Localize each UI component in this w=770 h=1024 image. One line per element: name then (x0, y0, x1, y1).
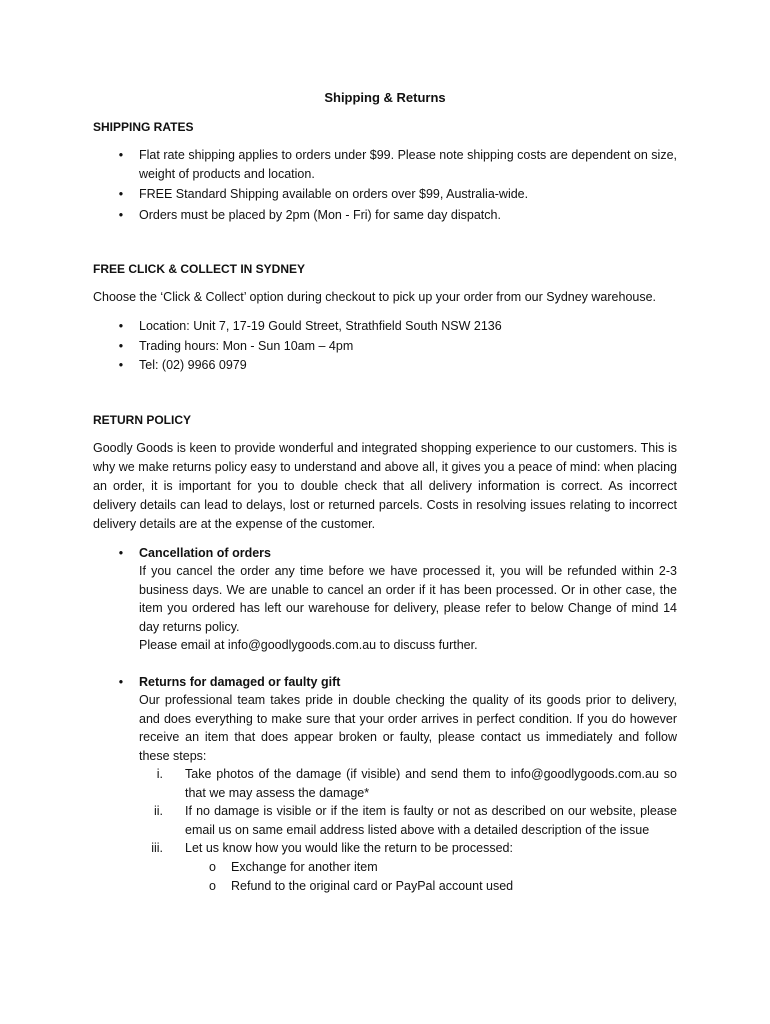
list-item (93, 356, 677, 375)
option-text: Refund to the original card or PayPal account used (231, 878, 514, 893)
step-text: Let us know how you would like the return to be processed: (185, 841, 513, 855)
step-number: i. (156, 767, 163, 781)
step-number: ii. (153, 804, 163, 818)
list-item-damaged (93, 673, 677, 896)
circle-bullet-icon: o (209, 859, 216, 874)
list-item-text: Tel: (02) 9966 0979 (139, 358, 247, 372)
bullet-icon: • (118, 187, 124, 201)
list-item-text: Flat rate shipping applies to orders under $99. Please note shipping costs are dependent on size, weight of products and location. (139, 148, 677, 181)
list-item-text: Orders must be placed by 2pm (Mon - Fri) for same day dispatch. (139, 207, 501, 222)
cancellation-title: Cancellation of orders (139, 545, 271, 560)
return-policy-list (93, 544, 677, 896)
damaged-title: Returns for damaged or faulty gift (139, 674, 341, 689)
click-collect-intro: Choose the ‘Click & Collect’ option during checkout to pick up your order from our Sydney warehouse. (93, 290, 657, 304)
step-text: Take photos of the damage (if visible) and send them to info@goodlygoods.com.au so that we may assess the damage* (185, 767, 677, 800)
damaged-body: Our professional team takes pride in double checking the quality of its goods prior to delivery, and does everything to make sure that your order arrives in perfect condition. If you do however receive an item that does appear broken or faulty, please contact us immediately and follow these steps: (139, 693, 677, 763)
option-text: Exchange for another item (231, 859, 378, 874)
shipping-rates-list (93, 146, 677, 224)
list-item (93, 146, 677, 183)
step-number: iii. (151, 841, 163, 855)
bullet-icon: • (118, 319, 124, 333)
bullet-icon: • (118, 674, 124, 689)
page-title: Shipping & Returns (324, 90, 446, 105)
list-item-text: FREE Standard Shipping available on orders over $99, Australia-wide. (139, 187, 529, 201)
return-options-list (185, 858, 677, 896)
click-collect-heading: FREE CLICK & COLLECT IN SYDNEY (93, 262, 306, 276)
bullet-icon: • (118, 545, 124, 560)
list-item (93, 185, 677, 204)
damaged-steps-list (139, 765, 677, 896)
list-item (93, 317, 677, 336)
step-text: If no damage is visible or if the item is faulty or not as described on our website, please email us on same email address listed above with a detailed description of the issue (185, 804, 677, 837)
shipping-rates-heading: SHIPPING RATES (93, 120, 194, 134)
list-item-text: Trading hours: Mon - Sun 10am – 4pm (139, 338, 354, 353)
return-policy-heading: RETURN POLICY (93, 412, 192, 427)
bullet-icon: • (118, 358, 124, 372)
bullet-icon: • (118, 148, 124, 162)
return-policy-intro: Goodly Goods is keen to provide wonderful and integrated shopping experience to our customers. This is why we make returns policy easy to understand and above all, it gives you a peace of mind: when placing an order, it is important for you to double check that all delivery information is correct. As incorrect delivery details can lead to delays, lost or returned parcels. Costs in resolving issues relating to incorrect delivery details are at the expense of the customer. (93, 440, 677, 531)
step-item (139, 802, 677, 839)
list-item (93, 337, 677, 356)
cancellation-email-line: Please email at info@goodlygoods.com.au to discuss further. (139, 638, 478, 652)
option-item (185, 877, 677, 896)
bullet-icon: • (118, 338, 124, 353)
list-item-text: Location: Unit 7, 17-19 Gould Street, Strathfield South NSW 2136 (139, 319, 502, 333)
click-collect-list (93, 317, 677, 375)
document-page (93, 88, 677, 896)
cancellation-body: If you cancel the order any time before we have processed it, you will be refunded within 2-3 business days. We are unable to cancel an order if it has been processed. Or in other case, the item you ordered has left our warehouse for delivery, please refer to below Change of mind 14 day returns policy. (139, 564, 677, 634)
step-item (139, 839, 677, 896)
list-item-cancellation (93, 544, 677, 655)
list-item (93, 206, 677, 225)
circle-bullet-icon: o (209, 878, 216, 893)
bullet-icon: • (118, 207, 124, 222)
option-item (185, 858, 677, 877)
step-item (139, 765, 677, 802)
